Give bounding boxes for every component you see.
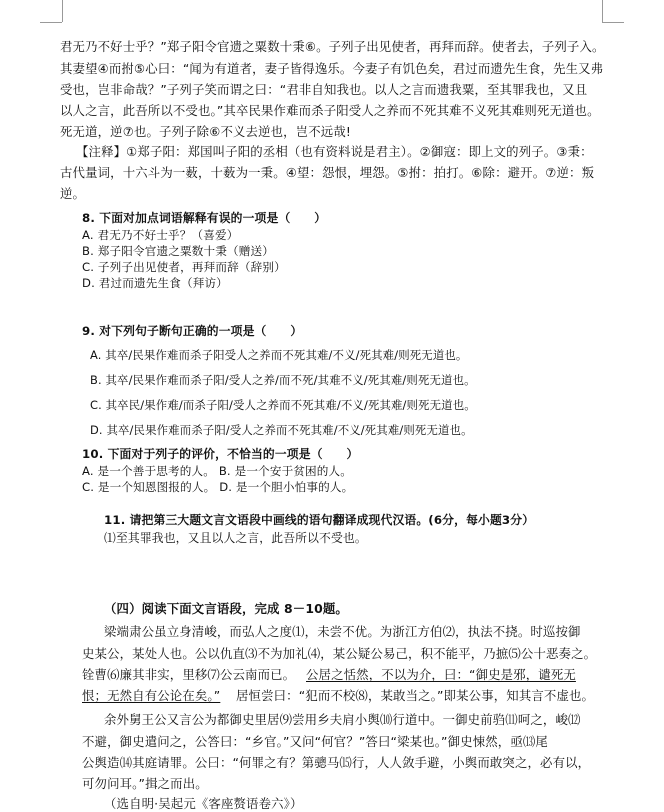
notes-line: 古代量词，十六斗为一薮，十薮为一秉。④望：怨恨，埋怨。⑤拊：拍打。⑥除：避开。⑦逆：叛 — [60, 165, 595, 180]
question-11-item: ⑴至其罪我也，又且以人之言，此吾所以不受也。 — [104, 531, 367, 545]
passage-line: 君无乃不好士乎？”郑子阳令官遗之粟数十秉⑥。子列子出见使者，再拜而辞。使者去，子列子入。 — [60, 39, 605, 54]
crop-mark — [602, 0, 603, 22]
notes-line: 逆。 — [60, 186, 86, 201]
section-4-line: 铨曹⑹廉其非实，里移⑺公云南而已。 — [82, 667, 296, 682]
passage-line: 受也，岂非命哉？”子列子笑而谓之曰：“君非自知我也。以人之言而遗我粟，至其罪我也，又且 — [60, 82, 588, 97]
section-4-line: 居恒尝曰：“犯而不校⑻，某敢当之。”即某公事，知其言不虚也。 — [236, 688, 595, 703]
question-11-stem: 11. 请把第三大题文言文语段中画线的语句翻译成现代汉语。(6分，每小题3分） — [104, 513, 535, 527]
section-4-line: 公舆造⒁其庭请罪。公曰：“何罪之有？第骢马⒂行，人人敛手避，小舆而敢突之，必有以， — [82, 755, 591, 770]
question-10-option: A. 是一个善于思考的人。 B. 是一个安于贫困的人。 — [82, 464, 353, 478]
question-9-stem: 9. 对下列句子断句正确的一项是（ ） — [82, 324, 303, 338]
section-4-source: （选自明·吴起元《客座赘语卷六》） — [104, 796, 303, 811]
passage-line: 其妻望④而拊⑤心曰：“闻为有道者，妻子皆得逸乐。今妻子有饥色矣，君过而遗先生食，先生又弗 — [60, 61, 604, 76]
question-8-option: B. 郑子阳令官遗之粟数十秉（赠送） — [82, 244, 274, 258]
crop-mark — [62, 0, 63, 22]
passage-line: 死无道，逆⑦也。子列子除⑥不义去逆也，岂不远哉! — [60, 124, 351, 139]
question-8-option: D. 君过而遗先生食（拜访） — [82, 276, 228, 290]
section-4-heading: （四）阅读下面文言语段，完成 8－10题。 — [104, 601, 348, 616]
section-4-line: 史某公，某处人也。公以仇直⑶不为加礼⑷，某公疑公易己，积不能平，乃摭⑸公十恶奏之。 — [82, 646, 597, 661]
question-8-option: A. 君无乃不好士乎？（喜爱） — [82, 228, 239, 242]
question-8-option: C. 子列子出见使者，再拜而辞（辞别） — [82, 260, 286, 274]
question-9-option: D. 其卒/民果作难而杀子阳/受人之养而不死其难/不义/死其难/则死无道也。 — [90, 423, 473, 437]
crop-mark — [602, 22, 624, 23]
passage-line: 以人之言，此吾所以不受也。”其卒民果作难而杀子阳受人之养而不死其难不义死其难则死无道也。 — [60, 103, 600, 118]
section-4-line: 余外舅王公又言公为都御史里居⑼尝用乡夫肩小舆⑽行道中。一御史前驺⑾呵之，峻⑿ — [104, 712, 581, 727]
question-10-option: C. 是一个知恩图报的人。 D. 是一个胆小怕事的人。 — [82, 480, 354, 494]
section-4-line: 可勿问耳。”揖之而出。 — [82, 776, 208, 791]
section-4-line: 梁端肃公虽立身清峻，而弘人之度⑴，未尝不优。为浙江方伯⑵，执法不挠。时巡按御 — [104, 624, 581, 639]
section-4-underlined-sentence: 恨；无然自有公论在矣。” — [82, 688, 221, 703]
crop-mark — [40, 22, 62, 23]
question-8-stem: 8. 下面对加点词语解释有误的一项是（ ） — [82, 211, 327, 225]
question-9-option: B. 其卒/民果作难而杀子阳/受人之养/而不死/其难不义/死其难/则死无道也。 — [90, 373, 476, 387]
section-4-line: 不避，御史遣问之，公答曰：“乡官。”又问“何官？”答曰“梁某也。”御史悚然，亟⒀尾 — [82, 734, 548, 749]
notes-line: 【注释】①郑子阳：郑国叫子阳的丞相（也有资料说是君主）。②御寇：即上文的列子。③秉： — [76, 144, 593, 159]
question-9-option: A. 其卒/民果作难而杀子阳受人之养而不死其难/不义/死其难/则死无道也。 — [90, 348, 468, 362]
section-4-underlined-sentence: 公居之恬然，不以为介，曰：“御史是邪，谴死无 — [306, 667, 576, 682]
question-9-option: C. 其卒民/果作难/而杀子阳/受人之养而不死其难/不义/死其难/则死无道也。 — [90, 398, 476, 412]
question-10-stem: 10. 下面对于列子的评价，不恰当的一项是（ ） — [82, 447, 359, 461]
